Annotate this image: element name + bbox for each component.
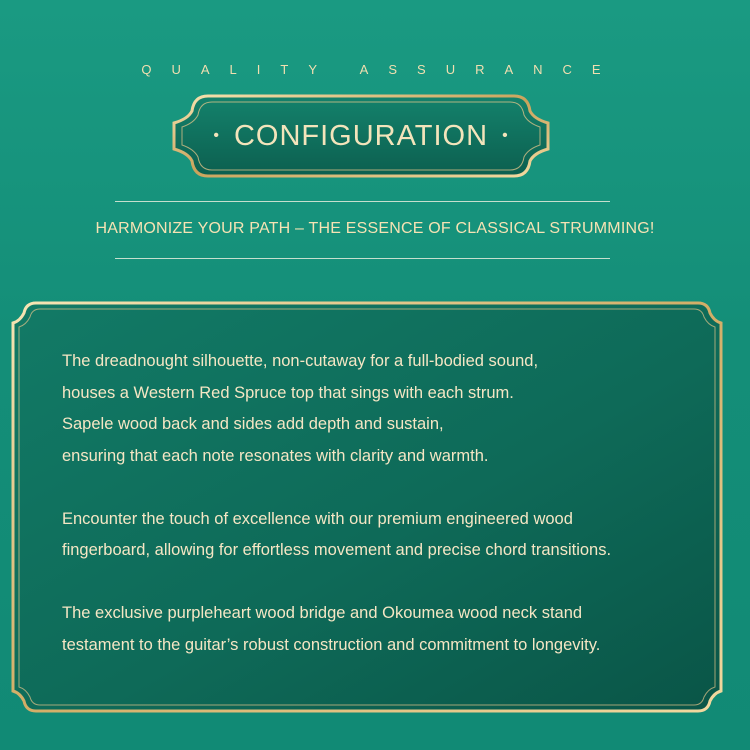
description-text [62, 346, 712, 661]
bullet-dot-right: • [502, 127, 509, 144]
text-line: The exclusive purpleheart wood bridge and Okoumea wood neck stand [62, 604, 583, 622]
divider-bottom [115, 258, 610, 259]
text-line: ensuring that each note resonates with clarity and warmth. [62, 446, 489, 465]
text-line: fingerboard, allowing for effortless movement and precise chord transitions. [62, 541, 612, 559]
eyebrow-text: QUALITY ASSURANCE [141, 62, 621, 77]
paragraph-body-shape [62, 346, 712, 472]
title-badge [168, 93, 554, 179]
text-line: houses a Western Red Spruce top that sings with each strum. [62, 383, 514, 402]
paragraph-bridge-neck [62, 598, 712, 661]
text-line: Sapele wood back and sides add depth and sustain, [62, 415, 444, 433]
text-line: testament to the guitar’s robust construction and commitment to longevity. [62, 635, 601, 654]
text-line: Encounter the touch of excellence with our premium engineered wood [62, 509, 573, 528]
page-title: CONFIGURATION [233, 119, 489, 152]
text-line: The dreadnought silhouette, non-cutaway for a full-bodied sound, [62, 352, 539, 370]
tagline: HARMONIZE YOUR PATH – THE ESSENCE OF CLASSICAL STRUMMING! [95, 220, 655, 237]
bullet-dot-left: • [213, 127, 220, 144]
divider-top [115, 201, 610, 202]
paragraph-fingerboard [62, 504, 712, 567]
